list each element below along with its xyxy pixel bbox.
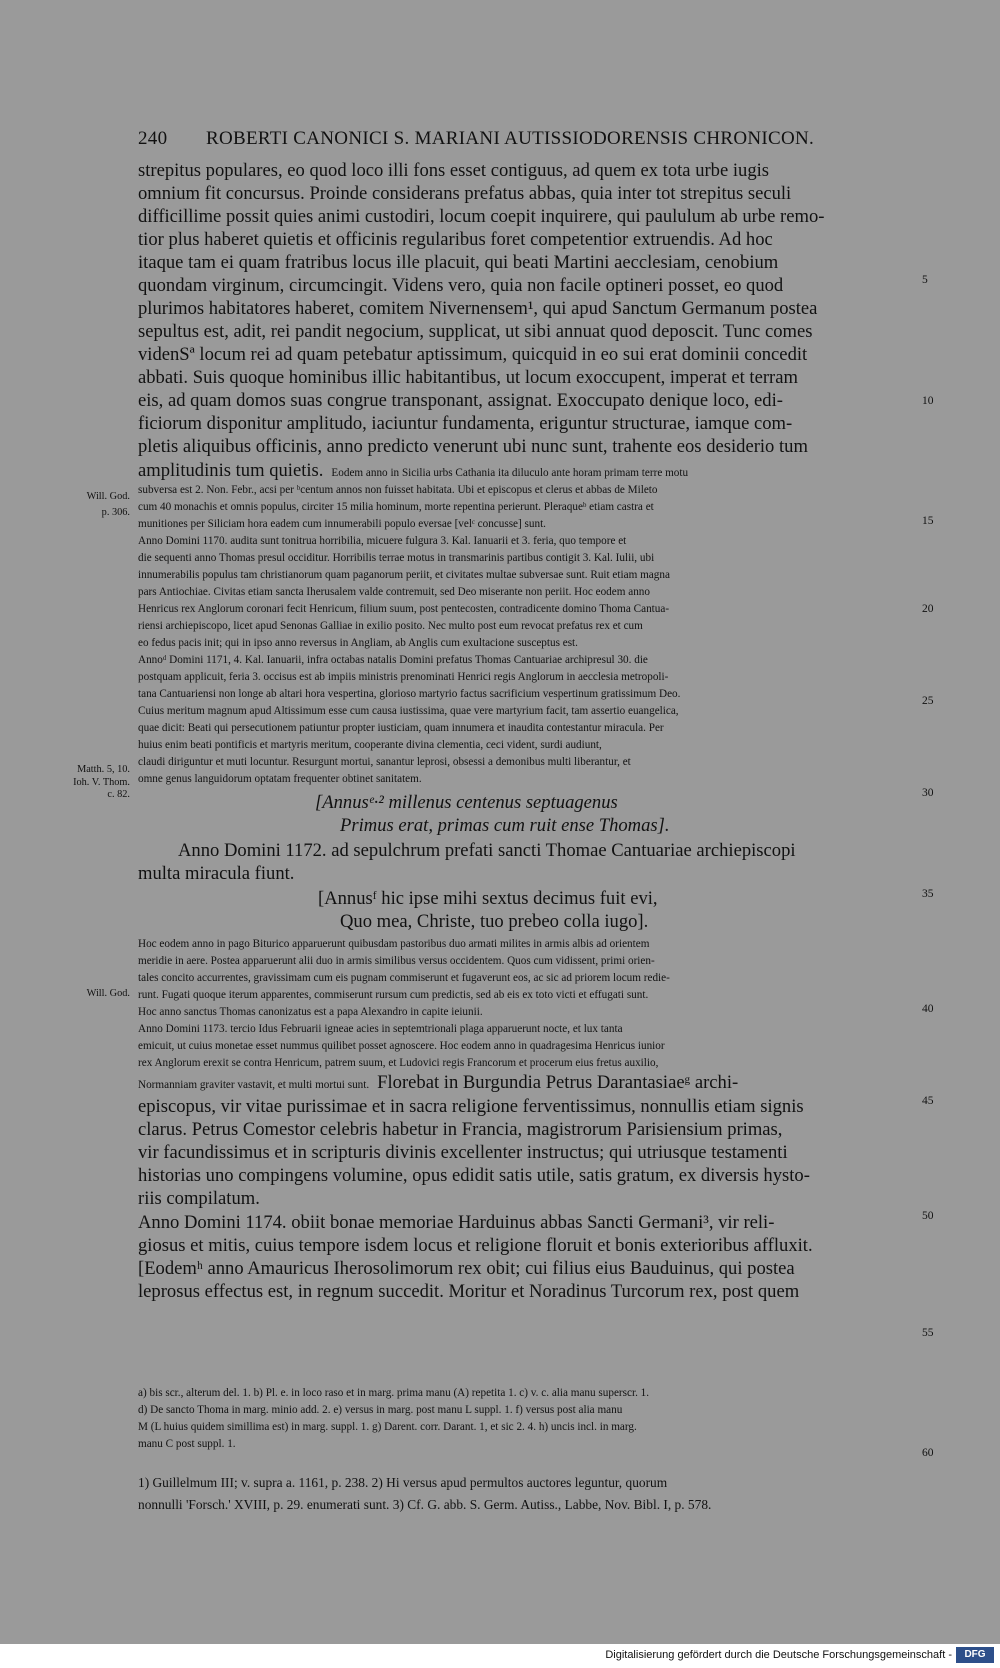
line-number: 50 [922, 1210, 934, 1222]
main-line: riis compilatum. [138, 1188, 260, 1209]
main-line: leprosus effectus est, in regnum succedit. Moritur et Noradinus Turcorum rex, post quem [138, 1281, 800, 1302]
main-line: difficillime possit quies animi custodiri, locum coepit inquirere, qui paululum ab urbe remo- [138, 206, 825, 227]
footnote-line: nonnulli 'Forsch.' XVIII, p. 29. enumerati sunt. 3) Cf. G. abb. S. Germ. Autiss., Labbe, Nov. Bibl. I, p. 578. [138, 1497, 712, 1512]
verse-line: [Annusᵉ·² millenus centenus septuagenus [315, 792, 618, 813]
small-line: claudi diriguntur et muti locuntur. Resurgunt mortui, sanantur leprosi, obsessi a demonibus multi liberantur, et [138, 756, 631, 768]
main-line: eis, ad quam domos suas congrue transponant, assignat. Exoccupato denique loco, edi- [138, 390, 783, 411]
line-number: 5 [922, 274, 928, 286]
margin-reference: Will. God. [86, 491, 130, 502]
running-title: ROBERTI CANONICI S. MARIANI AUTISSIODORENSIS CHRONICON. [206, 128, 815, 149]
main-line: plurimos habitatores haberet, comitem Nivernensem¹, qui apud Sanctum Germanum postea [138, 298, 818, 319]
main-line: strepitus populares, eo quod loco illi fons esset contiguus, ad quem ex tota urbe iugis [138, 160, 770, 181]
page-number: 240 [138, 128, 168, 149]
small-line: meridie in aere. Postea apparuerunt alii duo in armis similibus versus occidentem. Quos cum vidissent, primi orien- [138, 955, 655, 967]
main-line: vir facundissimus et in scripturis divinis excellenter instructus; qui utriusque testamenti [138, 1142, 788, 1163]
small-line: omne genus languidorum optatam frequenter obtinet sanitatem. [138, 773, 422, 785]
main-line: itaque tam ei quam fratribus locus ille placuit, qui beati Martini aecclesiam, cenobium [138, 252, 779, 273]
line-number: 35 [922, 888, 934, 900]
mixed-line [138, 460, 688, 482]
small-line: tana Cantuariensi non longe ab altari hora vespertina, glorioso martyrio factus sacrificium vespertinum gratissimum Deo. [138, 688, 681, 700]
line-number: 15 [922, 515, 934, 527]
small-line: munitiones per Siliciam hora eadem cum innumerabili populo eversae [velᶜ concusse] sunt. [138, 518, 546, 530]
small-line: subversa est 2. Non. Febr., acsi per ᵇcentum annos non fuisset habitata. Ubi et episcopus et clerus et abbas de Mileto [138, 484, 658, 496]
verse-line: Primus erat, primas cum ruit ense Thomas]. [340, 815, 670, 836]
margin-reference: Will. God. [86, 988, 130, 999]
main-line: abbati. Suis quoque hominibus illic habitantibus, ut locum exoccupent, imperat et terram [138, 367, 798, 388]
main-line: tior plus haberet quietis et officinis regularibus foret competentior extruendis. Ad hoc [138, 229, 773, 250]
small-line: Hoc eodem anno in pago Biturico apparuerunt quibusdam pastoribus duo armati milites in armis albis ad orientem [138, 938, 650, 950]
small-line: huius enim beati pontificis et martyris meritum, cooperante divina clementia, ceci vident, surdi audiunt, [138, 739, 602, 751]
small-line: Anno Domini 1170. audita sunt tonitrua horribilia, micuere fulgura 3. Kal. Ianuarii et 3. feria, quo tempore et [138, 535, 627, 547]
main-line: ficiorum disponitur amplitudo, iaciuntur fundamenta, eriguntur structurae, iamque com- [138, 413, 793, 434]
small-line: quae dicit: Beati qui persecutionem patiuntur propter iusticiam, quam innumera et inaudita contestantur miracula. Per [138, 722, 664, 734]
small-line: cum 40 monachis et omnis populus, circiter 15 milia hominum, morte repentina perierunt. Pleraqueᵇ etiam castra et [138, 501, 654, 513]
main-line: Anno Domini 1174. obiit bonae memoriae Harduinus abbas Sancti Germani³, vir reli- [138, 1212, 775, 1233]
running-header [138, 128, 918, 150]
small-line: postquam applicuit, feria 3. occisus est ab impiis ministris prenominati Henrici regis Anglorum in aecclesia metropoli- [138, 671, 669, 683]
main-line: Anno Domini 1172. ad sepulchrum prefati sancti Thomae Cantuariae archiepiscopi [178, 840, 796, 861]
line-number: 25 [922, 695, 934, 707]
line-number: 40 [922, 1003, 934, 1015]
main-line: pletis aliquibus officinis, anno predicto venerunt ubi nunc sunt, trahente eos desiderio tum [138, 436, 808, 457]
line-number: 30 [922, 787, 934, 799]
small-text-fragment: Normanniam graviter vastavit, et multi mortui sunt. [138, 1079, 370, 1091]
verse-line: [Annusᶠ hic ipse mihi sextus decimus fuit evi, [318, 888, 658, 909]
margin-reference: p. 306. [101, 507, 130, 518]
mixed-line [138, 1072, 738, 1094]
main-line: historias uno compingens volumine, opus edidit satis utile, satis gratum, ex diversis hysto- [138, 1165, 810, 1186]
small-line: eo fedus pacis init; qui in ipso anno reversus in Angliam, ab Anglis cum exultacione susceptus est. [138, 637, 578, 649]
small-line: Henricus rex Anglorum coronari fecit Henricum, filium suum, post pentecosten, contradicente domino Thoma Cantua- [138, 603, 670, 615]
margin-reference: Ioh. V. Thom. [73, 777, 130, 788]
small-line: riensi archiepiscopo, licet apud Senonas Galliae in exilio posito. Nec multo post eum revocat prefatus rex et cum [138, 620, 643, 632]
line-number: 20 [922, 603, 934, 615]
small-line: tales concito accurrentes, gravissimam cum eis pugnam commiserunt et fugaverunt eos, ac sic ad priorem locum redie- [138, 972, 670, 984]
line-number: 55 [922, 1327, 934, 1339]
main-line: [Eodemʰ anno Amauricus Iherosolimorum rex obit; cui filius eius Bauduinus, qui postea [138, 1258, 795, 1279]
main-line: episcopus, vir vitae purissimae et in sacra religione ferventissimus, nonnullis etiam signis [138, 1096, 804, 1117]
dfg-logo[interactable]: DFG [956, 1647, 994, 1663]
verse-line: Quo mea, Christe, tuo prebeo colla iugo]. [340, 911, 649, 932]
main-line: giosus et mitis, cuius tempore isdem locus et religione floruit et bonis exterioribus affluxit. [138, 1235, 813, 1256]
footnote-line: d) De sancto Thoma in marg. minio add. 2. e) versus in marg. post manu L suppl. 1. f) versus post alia manu [138, 1404, 623, 1416]
small-line: die sequenti anno Thomas presul occiditur. Horribilis terrae motus in transmarinis partibus contigit 3. Kal. Iulii, ubi [138, 552, 655, 564]
main-line: omnium fit concursus. Proinde considerans prefatus abbas, quia inter tot strepitus seculi [138, 183, 792, 204]
main-text-fragment: amplitudinis tum quietis. [138, 460, 324, 481]
small-line: Annoᵈ Domini 1171, 4. Kal. Ianuarii, infra octabas natalis Domini prefatus Thomas Cantuariae archipresul 30. die [138, 654, 648, 666]
small-line: Cuius meritum magnum apud Altissimum esse cum causa iustissima, quae vere martyrium facit, tam assertio euangelica, [138, 705, 679, 717]
small-line: innumerabilis populus tam christianorum quam paganorum periit, et civitates multae subversae sunt. Ruit etiam magna [138, 569, 670, 581]
margin-reference: Matth. 5, 10. [77, 764, 130, 775]
footer-text: Digitalisierung gefördert durch die Deutsche Forschungsgemeinschaft - [605, 1649, 952, 1661]
digitization-footer [0, 1644, 1000, 1668]
main-line: multa miracula fiunt. [138, 863, 295, 884]
main-text-fragment: Florebat in Burgundia Petrus Darantasiaeᵍ archi- [377, 1072, 739, 1093]
footnote-line: M (L huius quidem simillima est) in marg. suppl. 1. g) Darent. corr. Darant. 1, et sic 2. 4. h) uncis incl. in marg. [138, 1421, 637, 1433]
small-line: pars Antiochiae. Civitas etiam sancta Iherusalem valde contremuit, sed Deo miserante non periit. Hoc eodem anno [138, 586, 650, 598]
margin-reference: c. 82. [107, 789, 130, 800]
line-number: 45 [922, 1095, 934, 1107]
main-line: sepultus est, adit, rei pandit negocium, supplicat, ut sibi annuat quod deposcit. Tunc comes [138, 321, 813, 342]
main-line: quondam virginum, circumcingit. Videns vero, quia non facile optineri posset, eo quod [138, 275, 784, 296]
small-line: Anno Domini 1173. tercio Idus Februarii igneae acies in septemtrionali plaga apparuerunt nocte, et lux tanta [138, 1023, 623, 1035]
line-number: 10 [922, 395, 934, 407]
small-text-fragment: Eodem anno in Sicilia urbs Cathania ita diluculo ante horam primam terre motu [331, 467, 689, 479]
footnote-line: a) bis scr., alterum del. 1. b) Pl. e. in loco raso et in marg. prima manu (A) repetita 1. c) v. c. alia manu superscr. 1. [138, 1387, 650, 1399]
main-line: videnSª locum rei ad quam petebatur aptissimum, quicquid in eo sui erat dominii concedit [138, 344, 808, 365]
line-number: 60 [922, 1447, 934, 1459]
main-line: clarus. Petrus Comestor celebris habetur in Francia, magistrorum Parisiensium primas, [138, 1119, 783, 1140]
small-line: rex Anglorum erexit se contra Henricum, patrem suum, et Ludovici regis Francorum et procerum eius fretus auxilio, [138, 1057, 659, 1069]
small-line: runt. Fugati quoque iterum apparentes, commiserunt rursum cum predictis, sed ab eis ex toto victi et effugati sunt. [138, 989, 649, 1001]
footnote-line: manu C post suppl. 1. [138, 1438, 236, 1450]
small-line: emicuit, ut cuius monetae esset nummus quilibet posset agnoscere. Hoc eodem anno in quadragesima Henricus iunior [138, 1040, 665, 1052]
footnote-line: 1) Guillelmum III; v. supra a. 1161, p. 238. 2) Hi versus apud permultos auctores leguntur, quorum [138, 1475, 668, 1490]
small-line: Hoc anno sanctus Thomas canonizatus est a papa Alexandro in capite ieiunii. [138, 1006, 483, 1018]
